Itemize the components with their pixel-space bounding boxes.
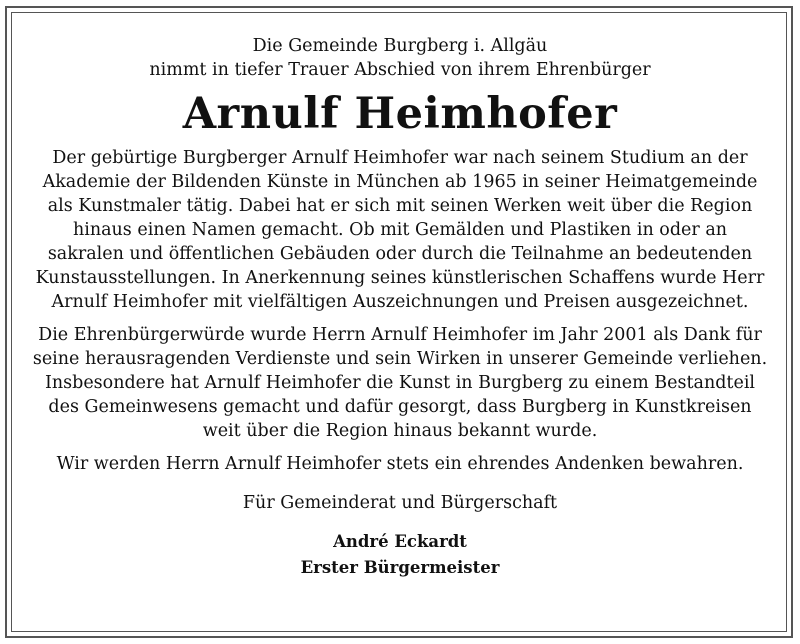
biography-line: Akademie der Bildenden Künste in München ab 1965 in seiner Heimatgemeinde bbox=[42, 172, 758, 192]
signer-role: Erster Bürgermeister bbox=[300, 558, 500, 577]
honorary-line: Die Ehrenbürgerwürde wurde Herrn Arnulf Heimhofer im Jahr 2001 als Dank für bbox=[38, 325, 762, 345]
notice-header bbox=[0, 34, 800, 82]
biography-line: hinaus einen Namen gemacht. Ob mit Gemälden und Plastiken in oder an bbox=[72, 220, 728, 240]
closing-remembrance: Wir werden Herrn Arnulf Heimhofer stets ein ehrendes Andenken bewahren. bbox=[56, 454, 744, 474]
biography-paragraph bbox=[0, 146, 800, 314]
honorary-line: weit über die Region hinaus bekannt wurde. bbox=[202, 421, 598, 441]
deceased-name-title: Arnulf Heimhofer bbox=[182, 89, 618, 139]
header-line-municipality: Die Gemeinde Burgberg i. Allgäu bbox=[252, 36, 548, 56]
honorary-line: seine herausragenden Verdienste und sein Wirken in unserer Gemeinde verliehen. bbox=[32, 349, 768, 369]
honorary-citizen-paragraph bbox=[0, 323, 800, 443]
header-line-farewell: nimmt in tiefer Trauer Abschied von ihrem Ehrenbürger bbox=[149, 60, 651, 80]
honorary-line: Insbesondere hat Arnulf Heimhofer die Kunst in Burgberg zu einem Bestandteil bbox=[44, 373, 756, 393]
honorary-line: des Gemeinwesens gemacht und dafür gesorgt, dass Burgberg in Kunstkreisen bbox=[48, 397, 752, 417]
biography-line: sakralen und öffentlichen Gebäuden oder durch die Teilnahme an bedeutenden bbox=[47, 244, 753, 264]
biography-line: Der gebürtige Burgberger Arnulf Heimhofer war nach seinem Studium an der bbox=[52, 148, 748, 168]
signer-name: André Eckardt bbox=[333, 532, 467, 551]
biography-line: als Kunstmaler tätig. Dabei hat er sich mit seinen Werken weit über die Region bbox=[47, 196, 753, 216]
signoff-council: Für Gemeinderat und Bürgerschaft bbox=[242, 493, 558, 513]
biography-line: Kunstausstellungen. In Anerkennung seines künstlerischen Schaffens wurde Herr bbox=[35, 268, 765, 288]
signer-block bbox=[0, 529, 800, 581]
biography-line: Arnulf Heimhofer mit vielfältigen Auszeichnungen und Preisen ausgezeichnet. bbox=[51, 292, 749, 312]
